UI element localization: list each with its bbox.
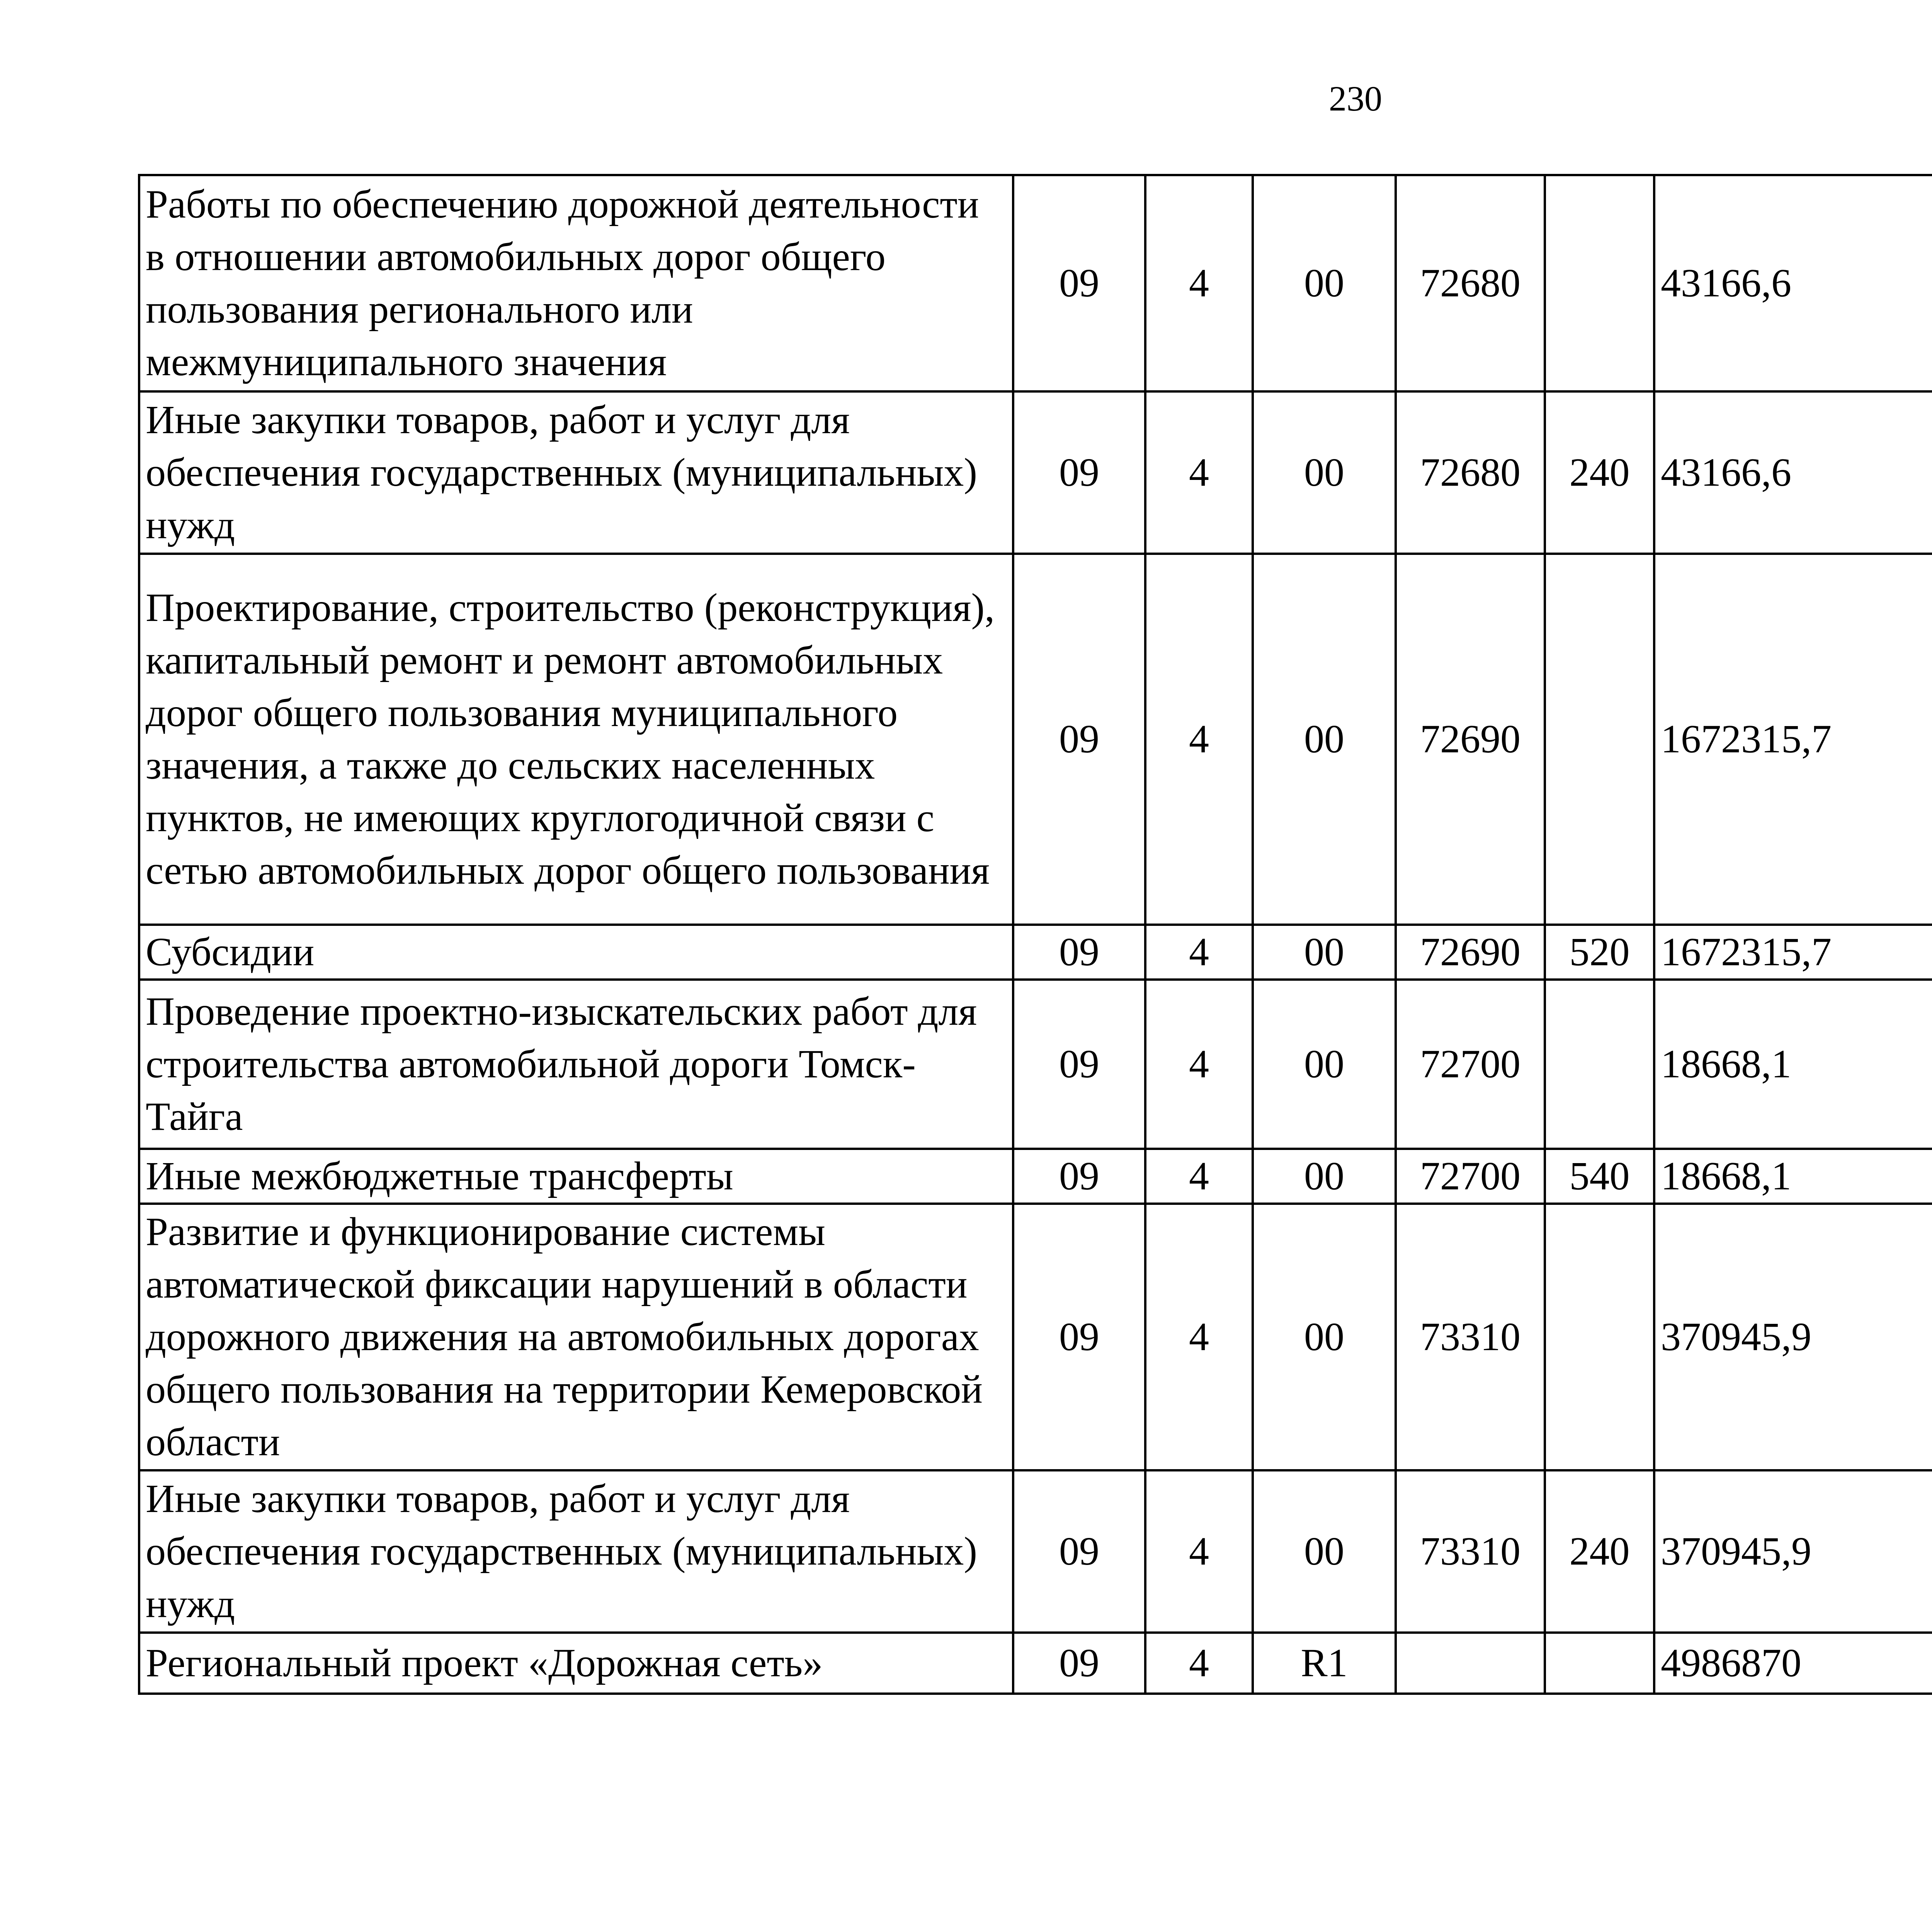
subprogram-cell: 00 — [1253, 554, 1396, 925]
expense-type-cell: 240 — [1545, 391, 1654, 554]
direction-cell: 72690 — [1396, 554, 1545, 925]
subprogram-cell: R1 — [1253, 1633, 1396, 1694]
description-cell: Проведение проектно-изыскательских работ для строительства автомобильной дороги Томск-Тайга — [139, 980, 1013, 1149]
subprogram-cell: 00 — [1253, 980, 1396, 1149]
program-cell: 4 — [1145, 925, 1253, 980]
amount-year1-cell: 4986870 — [1654, 1633, 1932, 1694]
amount-year1-cell: 18668,1 — [1654, 980, 1932, 1149]
section-cell: 09 — [1013, 1470, 1145, 1633]
program-cell: 4 — [1145, 554, 1253, 925]
program-cell: 4 — [1145, 175, 1253, 391]
table-row — [139, 980, 1932, 1149]
direction-cell: 73310 — [1396, 1204, 1545, 1470]
description-cell: Работы по обеспечению дорожной деятельности в отношении автомобильных дорог общего пользования регионального или межмуниципального значения — [139, 175, 1013, 391]
expense-type-cell: 540 — [1545, 1149, 1654, 1204]
description-cell: Иные закупки товаров, работ и услуг для обеспечения государственных (муниципальных) нужд — [139, 391, 1013, 554]
amount-year1-cell: 1672315,7 — [1654, 554, 1932, 925]
direction-cell: 72700 — [1396, 980, 1545, 1149]
section-cell: 09 — [1013, 925, 1145, 980]
direction-cell: 72700 — [1396, 1149, 1545, 1204]
table-row — [139, 1149, 1932, 1204]
program-cell: 4 — [1145, 980, 1253, 1149]
program-cell: 4 — [1145, 391, 1253, 554]
expense-type-cell — [1545, 554, 1654, 925]
subprogram-cell: 00 — [1253, 175, 1396, 391]
table-row — [139, 554, 1932, 925]
table-row — [139, 1204, 1932, 1470]
subprogram-cell: 00 — [1253, 391, 1396, 554]
description-cell: Субсидии — [139, 925, 1013, 980]
budget-table — [138, 174, 1932, 1695]
subprogram-cell: 00 — [1253, 925, 1396, 980]
direction-cell: 72690 — [1396, 925, 1545, 980]
program-cell: 4 — [1145, 1149, 1253, 1204]
expense-type-cell — [1545, 980, 1654, 1149]
section-cell: 09 — [1013, 391, 1145, 554]
section-cell: 09 — [1013, 175, 1145, 391]
amount-year1-cell: 370945,9 — [1654, 1204, 1932, 1470]
section-cell: 09 — [1013, 980, 1145, 1149]
subprogram-cell: 00 — [1253, 1204, 1396, 1470]
expense-type-cell — [1545, 1633, 1654, 1694]
expense-type-cell: 240 — [1545, 1470, 1654, 1633]
amount-year1-cell: 43166,6 — [1654, 391, 1932, 554]
description-cell: Иные закупки товаров, работ и услуг для обеспечения государственных (муниципальных) нужд — [139, 1470, 1013, 1633]
program-cell: 4 — [1145, 1204, 1253, 1470]
section-cell: 09 — [1013, 1204, 1145, 1470]
direction-cell: 72680 — [1396, 175, 1545, 391]
direction-cell: 73310 — [1396, 1470, 1545, 1633]
amount-year1-cell: 18668,1 — [1654, 1149, 1932, 1204]
page-number: 230 — [1329, 79, 1382, 118]
section-cell: 09 — [1013, 554, 1145, 925]
table-row — [139, 175, 1932, 391]
amount-year1-cell: 43166,6 — [1654, 175, 1932, 391]
table-body — [139, 175, 1932, 1694]
subprogram-cell: 00 — [1253, 1470, 1396, 1633]
expense-type-cell: 520 — [1545, 925, 1654, 980]
table-row — [139, 391, 1932, 554]
direction-cell — [1396, 1633, 1545, 1694]
section-cell: 09 — [1013, 1633, 1145, 1694]
program-cell: 4 — [1145, 1470, 1253, 1633]
table-row — [139, 1470, 1932, 1633]
description-cell: Иные межбюджетные трансферты — [139, 1149, 1013, 1204]
description-cell: Проектирование, строительство (реконструкция), капитальный ремонт и ремонт автомобильных дорог общего пользования муниципального значения, а также до сельских населенных пунктов, не имеющих круглогодичной связи с сетью автомобильных дорог общего пользования — [139, 554, 1013, 925]
program-cell: 4 — [1145, 1633, 1253, 1694]
direction-cell: 72680 — [1396, 391, 1545, 554]
section-cell: 09 — [1013, 1149, 1145, 1204]
expense-type-cell — [1545, 175, 1654, 391]
table-row — [139, 1633, 1932, 1694]
subprogram-cell: 00 — [1253, 1149, 1396, 1204]
amount-year1-cell: 370945,9 — [1654, 1470, 1932, 1633]
description-cell: Региональный проект «Дорожная сеть» — [139, 1633, 1013, 1694]
table-row — [139, 925, 1932, 980]
expense-type-cell — [1545, 1204, 1654, 1470]
amount-year1-cell: 1672315,7 — [1654, 925, 1932, 980]
description-cell: Развитие и функционирование системы автоматической фиксации нарушений в области дорожного движения на автомобильных дорогах общего пользования на территории Кемеровской области — [139, 1204, 1013, 1470]
